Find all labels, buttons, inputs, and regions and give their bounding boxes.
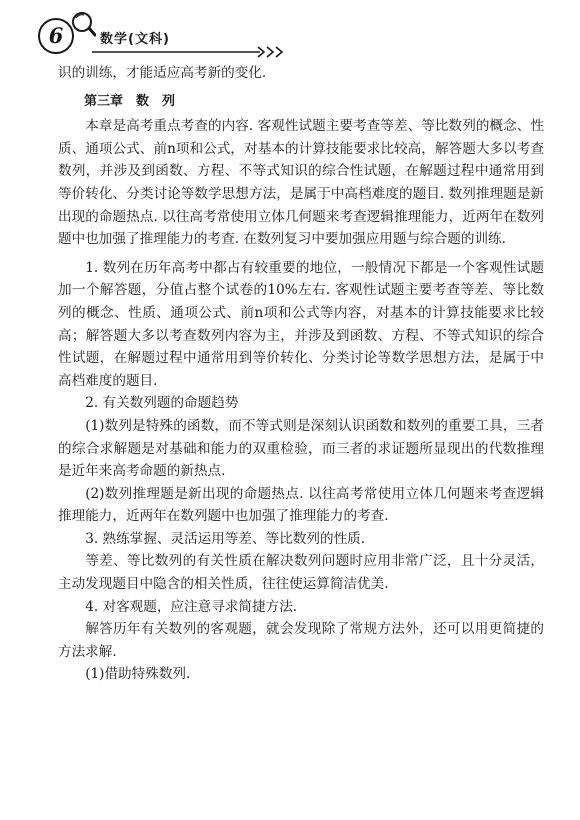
body-paragraph: 解答历年有关数列的客观题，就会发现除了常规方法外，还可以用更简捷的方法求解.: [58, 621, 544, 660]
body-paragraph: (1)借助特殊数列.: [85, 666, 191, 683]
arrow-decoration-icon: [92, 46, 292, 58]
body-paragraph: 等差、等比数列的有关性质在解决数列问题时应用非常广泛，且十分灵活，主动发现题目中隐含的相关性质，往往使运算简洁优美.: [58, 553, 544, 593]
chapter-heading: 第三章 数 列: [84, 93, 176, 109]
body-paragraph: (2)数列推理题是新出现的命题热点. 以往高考常使用立体几何题来考查逻辑推理能力，近两年在数列题中也加强了推理能力的考查.: [58, 485, 544, 525]
subsection-heading: 4. 对客观题，应注意寻求简捷方法.: [85, 598, 298, 615]
page-number-badge: [38, 18, 74, 54]
body-paragraph: 本章是高考重点考查的内容. 客观性试题主要考查等差、等比数列的概念、性质、通项公式、前n项和公式，对基本的计算技能要求比较高，解答题大多以考查数列，并涉及到函数、方程、不等式知识的综合性试题，在解题过程中通常用到等价转化、分类讨论等数学思想方法，是属于中高档难度的题目. 数列推理题是新出现的命题热点. 以往高考常使用立体几何题来考查逻辑推理能力，近两年在数列题中也加强了推理能力的考查. 在数列复习中要加强应用题与综合题的训练.: [58, 118, 544, 248]
page-number: 6: [48, 23, 64, 48]
body-paragraph: 1. 数列在历年高考中都占有较重要的地位，一般情况下都是一个客观性试题加一个解答题，分值占整个试卷的10%左右. 客观性试题主要考查等差、等比数列的概念、性质、通项公式、前n项和公式等内容，对基本的计算技能要求比较高；解答题大多以考查数列内容为主，并涉及到函数、方程、不等式知识的综合性试题，在解题过程中通常用到等价转化、分类讨论等数学思想方法，是属于中高档难度的题目.: [58, 259, 544, 389]
subsection-heading: 3. 熟练掌握、灵活运用等差、等比数列的性质.: [85, 530, 366, 547]
section-title: 数学(文科): [100, 32, 170, 47]
body-paragraph: 识的训练，才能适应高考新的变化.: [58, 65, 267, 81]
subsection-heading: 2. 有关数列题的命题趋势: [85, 395, 239, 412]
page-header: [38, 10, 298, 62]
body-paragraph: (1)数列是特殊的函数，而不等式则是深刻认识函数和数列的重要工具，三者的综合求解题是对基础和能力的双重检验，而三者的求证题所显现出的代数推理是近年来高考命题的新热点.: [58, 417, 544, 480]
page-body: [58, 62, 544, 686]
